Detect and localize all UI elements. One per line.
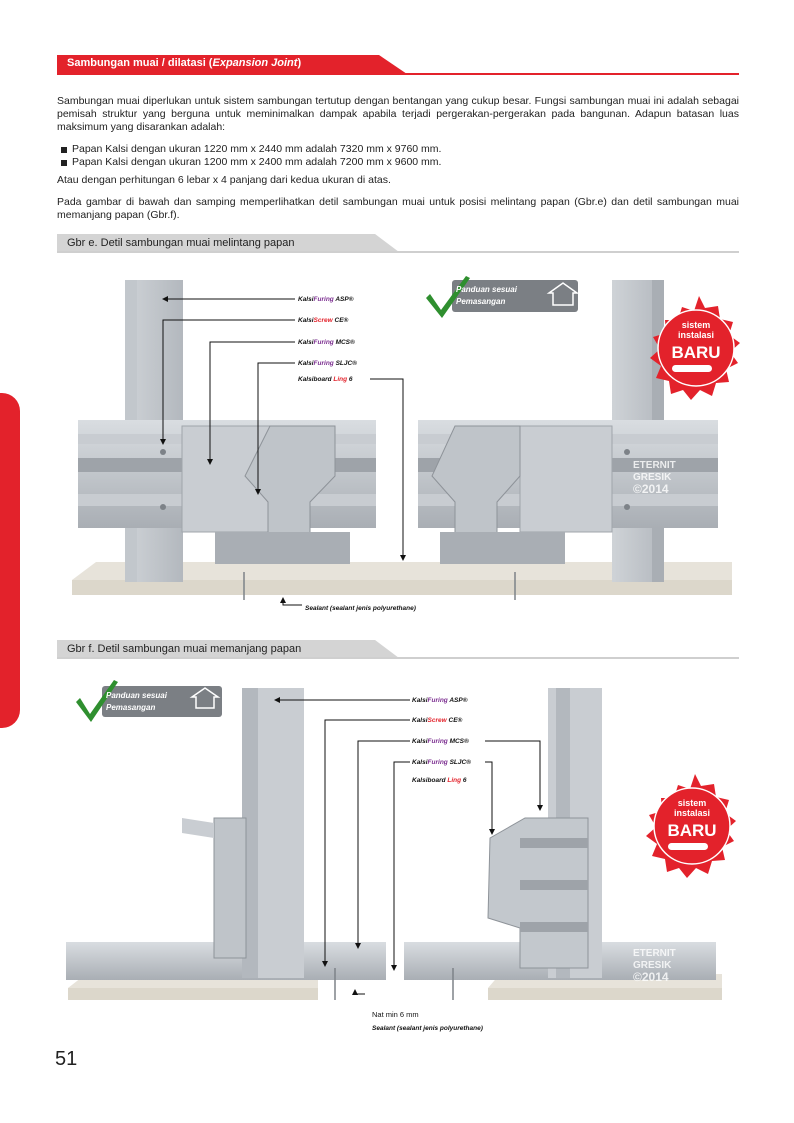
- sistem-badge-line-2: instalasi: [673, 808, 711, 818]
- bottom-channel-right: [440, 532, 565, 564]
- check-badge-line-1: Panduan sesuai: [456, 285, 517, 294]
- wrench-icon: [668, 843, 708, 850]
- figure-f-caption-bar: [57, 640, 739, 660]
- list-item: Papan Kalsi dengan ukuran 1200 mm x 2400 mm adalah 7200 mm x 9600 mm.: [60, 156, 441, 169]
- check-badge: [426, 276, 578, 318]
- check-badge-line-2: Pemasangan: [456, 297, 506, 306]
- watermark-line-3: ©2014: [633, 970, 669, 984]
- sistem-badge-line-3: BARU: [667, 821, 717, 840]
- label-furing-asp: KalsiFuring ASP®: [298, 296, 354, 303]
- board-edge: [72, 580, 732, 595]
- watermark-line-1: ETERNIT: [633, 948, 676, 959]
- sistem-badge-line-2: instalasi: [677, 330, 715, 340]
- label-kalsiboard-ling: Kalsiboard Ling 6: [298, 376, 353, 383]
- figure-intro-paragraph: Pada gambar di bawah dan samping memperlihatkan detil sambungan muai untuk posisi melintang papan (Gbr.e) dan detil sambungan muai memanjang papan (Gbr.f).: [57, 196, 739, 221]
- clip-left: [214, 818, 246, 958]
- check-badge-line-2: Pemasangan: [106, 703, 156, 712]
- figure-f-caption: Gbr f. Detil sambungan muai memanjang papan: [67, 643, 302, 655]
- sistem-badge-line-1: sistem: [681, 320, 711, 330]
- watermark-line-3: ©2014: [633, 482, 669, 496]
- check-badge-line-1: Panduan sesuai: [106, 691, 167, 700]
- label-furing-asp: KalsiFuring ASP®: [412, 697, 468, 704]
- figure-e-caption-rule: [57, 251, 739, 253]
- plate-right: [520, 426, 612, 532]
- label-furing-sljc: KalsiFuring SLJC®: [412, 759, 471, 766]
- watermark-line-2: GRESIK: [633, 472, 672, 483]
- section-title-main: Sambungan muai / dilatasi (: [67, 57, 213, 69]
- sistem-badge-line-3: BARU: [671, 343, 721, 362]
- label-furing-sljc: KalsiFuring SLJC®: [298, 360, 357, 367]
- figure-e-caption: Gbr e. Detil sambungan muai melintang papan: [67, 237, 295, 249]
- label-screw-ce: KalsiScrew CE®: [412, 717, 463, 724]
- sistem-badge: [646, 774, 736, 878]
- size-list: [60, 143, 441, 169]
- section-title-end: ): [297, 57, 302, 69]
- check-badge: [76, 680, 222, 722]
- figure-e-drawing: [0, 262, 794, 622]
- wrench-icon: [672, 365, 712, 372]
- intro-paragraph: Sambungan muai diperlukan untuk sistem sambungan tertutup dengan bentangan yang cukup besar. Fungsi sambungan muai ini adalah sebagai pemisah struktur yang berguna untuk meminimalkan dampak apabila terjadi pergerakan-pergerakan pada bangunan. Adapun batasan luas maksimum yang disarankan adalah:: [57, 95, 739, 133]
- watermark-line-1: ETERNIT: [633, 460, 676, 471]
- section-header: [57, 55, 739, 75]
- watermark-line-2: GRESIK: [633, 960, 672, 971]
- figure-e-caption-bar: [57, 234, 739, 254]
- page-number: 51: [55, 1048, 78, 1070]
- figure-f-drawing: [0, 668, 794, 1040]
- label-furing-mcs: KalsiFuring MCS®: [412, 738, 469, 745]
- section-header-rule: [57, 73, 739, 75]
- label-nat: Nat min 6 mm: [372, 1010, 419, 1019]
- section-title-italic: Expansion Joint: [212, 57, 298, 69]
- label-sealant: Sealant (sealant jenis polyurethane): [372, 1025, 483, 1032]
- board-edge-left: [68, 988, 318, 1000]
- bottom-channel-left: [215, 532, 350, 564]
- board-edge-right: [488, 988, 722, 1000]
- sistem-badge-line-1: sistem: [677, 798, 707, 808]
- label-screw-ce: KalsiScrew CE®: [298, 317, 349, 324]
- clip-left-fin: [182, 818, 214, 838]
- list-item: Papan Kalsi dengan ukuran 1220 mm x 2440 mm adalah 7320 mm x 9760 mm.: [60, 143, 441, 156]
- section-title: [67, 57, 301, 69]
- figure-f-caption-rule: [57, 657, 739, 659]
- label-sealant: Sealant (sealant jenis polyurethane): [305, 605, 416, 612]
- label-furing-mcs: KalsiFuring MCS®: [298, 339, 355, 346]
- label-kalsiboard-ling: Kalsiboard Ling 6: [412, 777, 467, 784]
- calc-paragraph: Atau dengan perhitungan 6 lebar x 4 panjang dari kedua ukuran di atas.: [57, 174, 391, 186]
